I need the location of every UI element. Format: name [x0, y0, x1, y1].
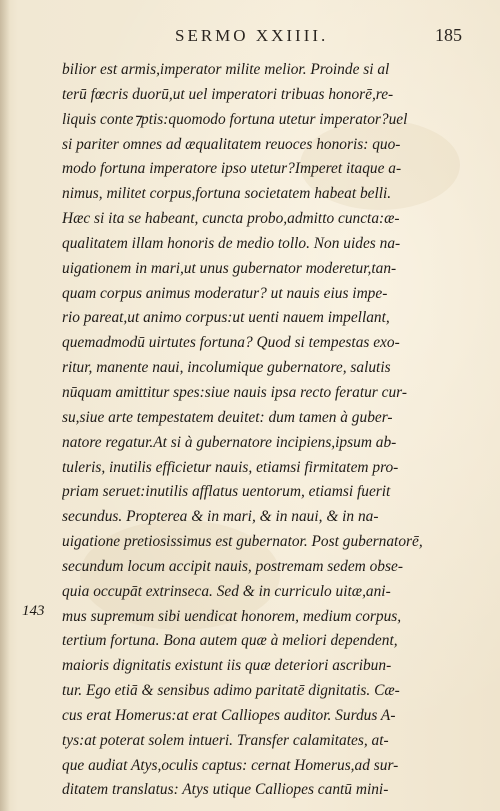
text-line: si pariter omnes ad æqualitatem reuoces honoris: quo- — [62, 135, 401, 153]
text-line: terū fœcris duorū,ut uel imperatori tribuas honorē,re- — [62, 85, 394, 103]
page-number: 185 — [435, 25, 462, 45]
text-line: quemadmodū uirtutes fortuna? Quod si tempestas exo- — [62, 334, 400, 352]
text-line: tertium fortuna. Bona autem quæ à meliori dependent, — [62, 632, 398, 650]
text-line: quam corpus animus moderatur? ut nauis eius impe- — [62, 284, 388, 302]
margin-note: 143 — [22, 603, 45, 619]
text-line: maioris dignitatis existunt iis quæ deteriori ascribun- — [62, 657, 392, 675]
text-line: quia occupāt extrinseca. Sed & in curriculo uitæ,ani- — [62, 582, 391, 600]
text-line: nimus, militet corpus,fortuna societatem habeat belli. — [62, 185, 392, 203]
text-line: tur. Ego etiā & sensibus adimo paritatē dignitatis. Cæ- — [62, 682, 400, 700]
text-line: su,siue arte tempestatem deuitet: dum tamen à guber- — [62, 408, 393, 426]
text-line: priam seruet:inutilis afflatus uentorum, etiamsi fuerit — [62, 483, 391, 501]
text-line: mus supremum sibi uendicat honorem, medium corpus, — [62, 607, 402, 625]
text-line: natore regatur.At si à gubernatore incipiens,ipsum ab- — [62, 433, 397, 451]
text-line: rio pareat,ut animo corpus:ut uenti nauem impellant, — [62, 309, 390, 327]
text-line: modo fortuna imperatore ipso utetur?Imperet itaque a- — [62, 160, 402, 178]
page-gutter-shadow — [0, 0, 10, 811]
text-line: cus erat Homerus:at erat Calliopes auditor. Surdus A- — [62, 706, 396, 724]
text-line: Hæc si ita se habeant, cuncta probo,admitto cuncta:æ- — [62, 210, 400, 228]
text-line: que audiat Atys,oculis captus: cernat Homerus,ad sur- — [62, 756, 399, 774]
text-line: ditatem translatus: Atys utique Calliopes cantū mini- — [62, 781, 389, 799]
running-head: SERMO XXIIII. — [175, 26, 329, 45]
text-line: nūquam amittitur spes:siue nauis ipsa recto feratur cur- — [62, 383, 407, 401]
page-header — [0, 26, 500, 50]
text-line: uigationem in mari,ut unus gubernator moderetur,tan- — [62, 259, 397, 277]
body-text — [62, 58, 462, 803]
text-line: ritur, manente naui, incolumique gubernatore, salutis — [62, 359, 391, 377]
text-line: uigatione pretiosissimus est gubernator. Post gubernatorē, — [62, 533, 423, 551]
text-line: liquis conte⁊ptis:quomodo fortuna utetur imperator?uel — [62, 110, 408, 128]
text-line: qualitatem illam honoris de medio tollo. Non uides na- — [62, 234, 401, 252]
text-line: bilior est armis,imperator milite melior. Proinde si al — [62, 61, 390, 78]
text-line: secundum locum accipit nauis, postremam sedem obse- — [62, 557, 403, 575]
text-line: tuleris, inutilis efficietur nauis, etiamsi firmitatem pro- — [62, 458, 399, 476]
text-line: secundus. Propterea & in mari, & in naui, & in na- — [62, 508, 379, 526]
text-line: tys:at poterat solem intueri. Transfer calamitates, at- — [62, 731, 389, 749]
